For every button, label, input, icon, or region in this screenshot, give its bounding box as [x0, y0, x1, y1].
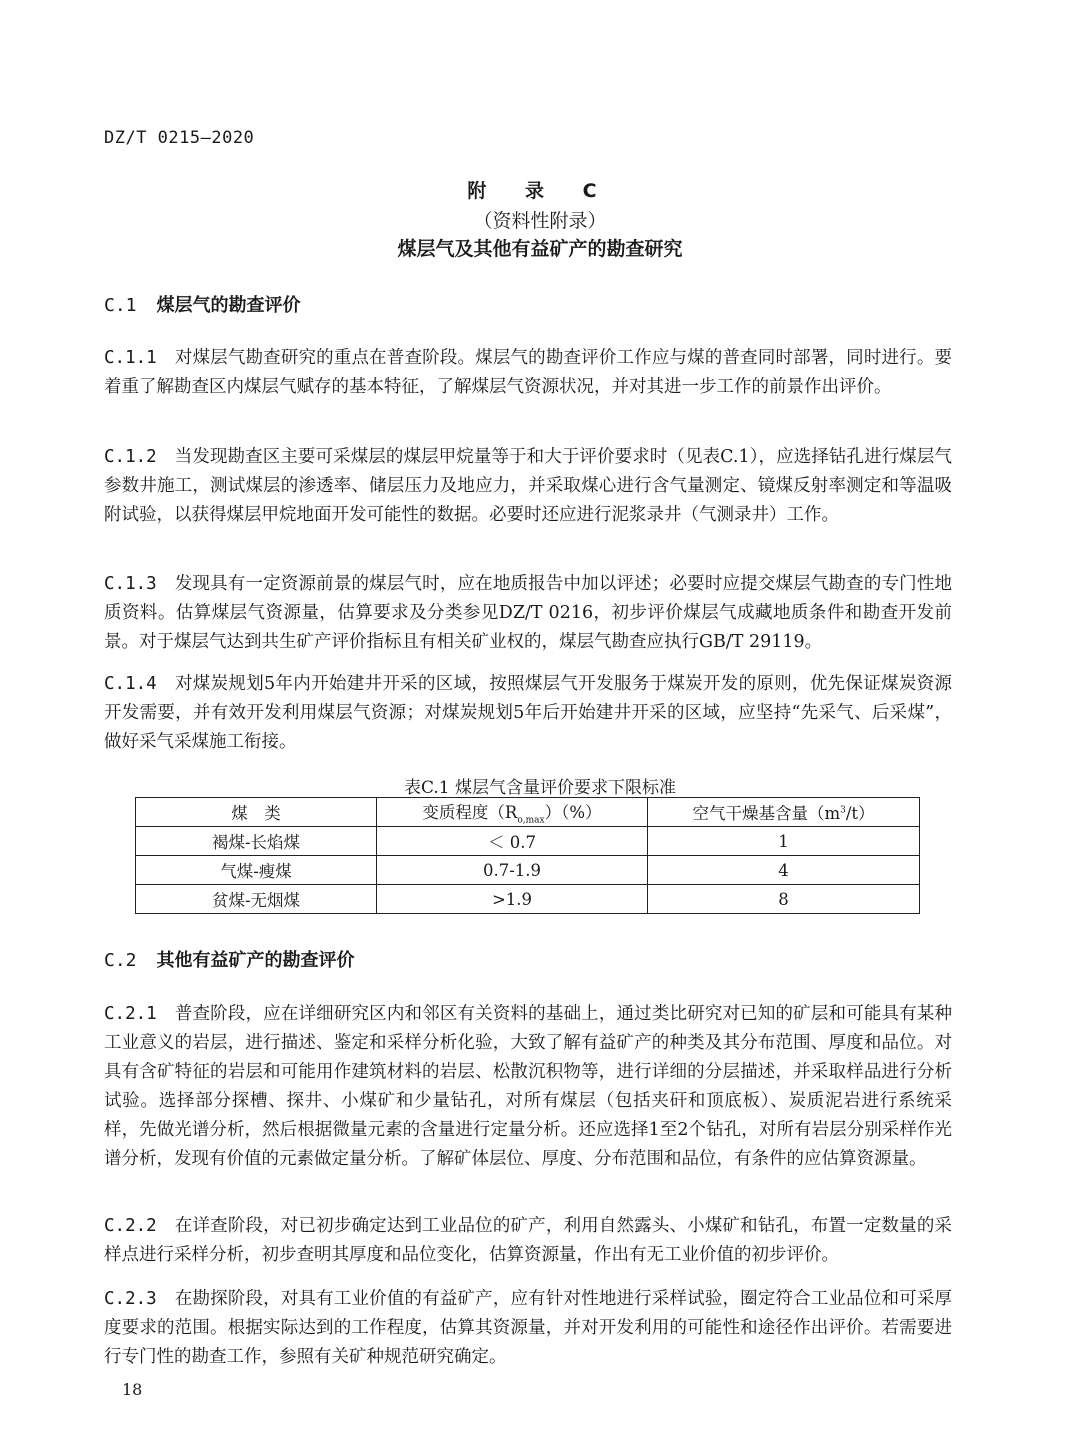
- paragraph-c1-1: [104, 344, 952, 402]
- cell-metamorphism: ＜ 0.7: [377, 827, 648, 856]
- clause-number: C.1.4: [104, 674, 157, 694]
- section-number: C.2: [104, 950, 137, 971]
- paragraph-c1-4: [104, 670, 952, 757]
- clause-text: 对煤炭规划5年内开始建井开采的区域，按照煤层气开发服务于煤炭开发的原则，优先保证煤炭资源开发需要，并有效开发利用煤层气资源；对煤炭规划5年后开始建井开采的区域，应坚持“先采气、后采煤”，做好采气采煤施工衔接。: [104, 674, 952, 752]
- clause-text: 对煤层气勘查研究的重点在普查阶段。煤层气的勘查评价工作应与煤的普查同时部署，同时进行。要着重了解勘查区内煤层气赋存的基本特征，了解煤层气资源状况，并对其进一步工作的前景作出评价。: [104, 348, 952, 397]
- clause-number: C.1.1: [104, 348, 157, 368]
- cell-coal-type: 褐煤-长焰煤: [136, 827, 377, 856]
- cell-metamorphism: >1.9: [377, 885, 648, 914]
- section-number: C.1: [104, 295, 137, 316]
- section-heading-c2: [104, 946, 355, 972]
- standard-code: DZ/T 0215—2020: [104, 128, 255, 148]
- coal-bed-gas-table: [135, 797, 920, 914]
- appendix-label: 附 录 C: [467, 180, 613, 202]
- table-row: [136, 827, 920, 856]
- clause-number: C.2.1: [104, 1004, 157, 1024]
- clause-number: C.2.2: [104, 1216, 157, 1236]
- table-row: [136, 885, 920, 914]
- table-caption: 表C.1 煤层气含量评价要求下限标准: [403, 778, 677, 798]
- header-metamorphism: 变质程度$(R_{o,max})(\%)$: [377, 798, 648, 827]
- header-content: 空气干燥基含量$(m^3/t)$: [648, 798, 920, 827]
- clause-text: 发现具有一定资源前景的煤层气时，应在地质报告中加以评述；必要时应提交煤层气勘查的专门性地质资料。估算煤层气资源量，估算要求及分类参见DZ/T 0216，初步评价煤层气成藏地质条件和勘查开发前景。对于煤层气达到共生矿产评价指标且有相关矿业权的，煤层气勘查应执行GB/T 29119。: [104, 574, 952, 652]
- cell-metamorphism: 0.7-1.9: [377, 856, 648, 885]
- paragraph-c2-3: [104, 1285, 952, 1372]
- paragraph-c2-1: [104, 1000, 952, 1174]
- cell-content: 4: [648, 856, 920, 885]
- cell-content: 1: [648, 827, 920, 856]
- paragraph-c2-2: [104, 1212, 952, 1270]
- clause-text: 在详查阶段，对已初步确定达到工业品位的矿产，利用自然露头、小煤矿和钻孔，布置一定数量的采样点进行采样分析，初步查明其厚度和品位变化，估算资源量，作出有无工业价值的初步评价。: [104, 1216, 952, 1265]
- page-number: 18: [122, 1380, 143, 1399]
- clause-number: C.2.3: [104, 1289, 157, 1309]
- clause-number: C.1.3: [104, 574, 157, 594]
- header-coal-type: 煤 类: [136, 798, 377, 827]
- clause-text: 在勘探阶段，对具有工业价值的有益矿产，应有针对性地进行采样试验，圈定符合工业品位和可采厚度要求的范围。根据实际达到的工作程度，估算其资源量，并对开发利用的可能性和途径作出评价。若需要进行专门性的勘查工作，参照有关矿种规范研究确定。: [104, 1289, 952, 1367]
- appendix-title: 煤层气及其他有益矿产的勘查研究: [397, 238, 683, 260]
- cell-coal-type: 气煤-瘦煤: [136, 856, 377, 885]
- clause-number: C.1.2: [104, 447, 157, 467]
- cell-content: 8: [648, 885, 920, 914]
- section-title: 其他有益矿产的勘查评价: [156, 950, 355, 971]
- table-row: [136, 856, 920, 885]
- section-title: 煤层气的勘查评价: [156, 295, 301, 316]
- clause-text: 普查阶段，应在详细研究区内和邻区有关资料的基础上，通过类比研究对已知的矿层和可能具有某种工业意义的岩层，进行描述、鉴定和采样分析化验，大致了解有益矿产的种类及其分布范围、厚度和品位。对具有含矿特征的岩层和可能用作建筑材料的岩层、松散沉积物等，进行详细的分层描述，并采取样品进行分析试验。选择部分探槽、探井、小煤矿和少量钻孔，对所有煤层（包括夹矸和顶底板）、炭质泥岩进行系统采样，先做光谱分析，然后根据微量元素的含量进行定量分析。还应选择1至2个钻孔，对所有岩层分别采样作光谱分析，发现有价值的元素做定量分析。了解矿体层位、厚度、分布范围和品位，有条件的应估算资源量。: [104, 1004, 952, 1169]
- section-heading-c1: [104, 291, 301, 317]
- table-header-row: [136, 798, 920, 827]
- paragraph-c1-3: [104, 570, 952, 657]
- clause-text: 当发现勘查区主要可采煤层的煤层甲烷量等于和大于评价要求时（见表C.1），应选择钻孔进行煤层气参数井施工，测试煤层的渗透率、储层压力及地应力，并采取煤心进行含气量测定、镜煤反射率测定和等温吸附试验，以获得煤层甲烷地面开发可能性的数据。必要时还应进行泥浆录井（气测录井）工作。: [104, 447, 952, 525]
- appendix-type: （资料性附录）: [473, 210, 607, 232]
- paragraph-c1-2: [104, 443, 952, 530]
- cell-coal-type: 贫煤-无烟煤: [136, 885, 377, 914]
